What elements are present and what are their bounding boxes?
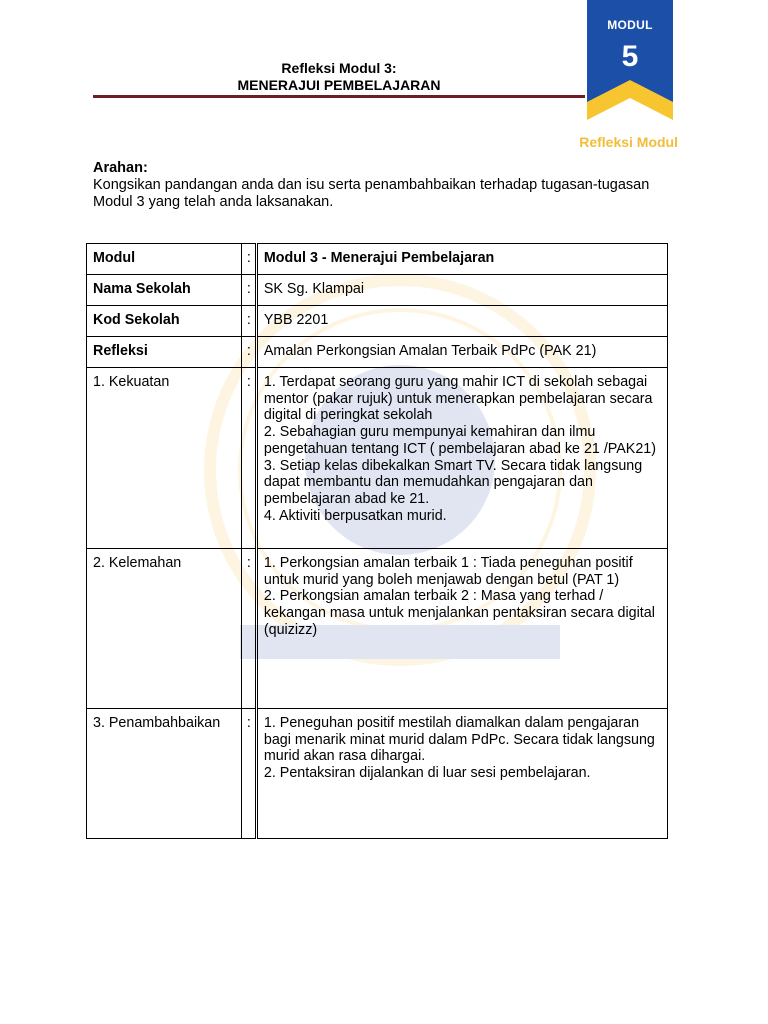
row-separator: : — [241, 368, 256, 549]
instructions — [93, 160, 653, 211]
row-separator: : — [241, 306, 256, 337]
list-item: 1. Terdapat seorang guru yang mahir ICT di sekolah sebagai mentor (pakar rujuk) untuk menerapkan pembelajaran secara digital di peringkat sekolah — [263, 374, 653, 424]
table-row — [87, 244, 668, 275]
row-value: YBB 2201 — [256, 306, 667, 337]
row-value: SK Sg. Klampai — [256, 275, 667, 306]
table-row-penambahbaikan — [87, 709, 668, 839]
list-item: 2. Perkongsian amalan terbaik 2 : Masa yang terhad / kekangan masa untuk menjalankan pentaksiran secara digital (quizizz) — [263, 588, 655, 638]
row-value — [256, 368, 667, 549]
row-separator: : — [241, 709, 256, 839]
row-value: Modul 3 - Menerajui Pembelajaran — [256, 244, 667, 275]
list-item: 1. Peneguhan positif mestilah diamalkan dalam pengajaran bagi menarik minat murid dalam PdPc. Secara tidak langsung murid akan rasa dihargai. — [263, 715, 655, 765]
list-item: 4. Aktiviti berpusatkan murid. — [263, 507, 447, 524]
title-line-1: Refleksi Modul 3: — [281, 60, 397, 76]
badge-number: 5 — [621, 40, 639, 73]
row-separator: : — [241, 244, 256, 275]
table-row — [87, 306, 668, 337]
table-row — [87, 275, 668, 306]
instructions-heading: Arahan: — [93, 160, 148, 176]
row-label: Refleksi — [87, 337, 242, 368]
row-separator: : — [241, 275, 256, 306]
instructions-body: Kongsikan pandangan anda dan isu serta penambahbaikan terhadap tugasan-tugasan Modul 3 yang telah anda laksanakan. — [93, 177, 650, 210]
row-separator: : — [241, 549, 256, 709]
row-label: 2. Kelemahan — [87, 549, 242, 709]
list-item: 2. Sebahagian guru mempunyai kemahiran dan ilmu pengetahuan tentang ICT ( pembelajaran abad ke 21 /PAK21) — [263, 424, 657, 457]
badge-label: MODUL — [607, 18, 653, 32]
row-value — [256, 709, 667, 839]
list-item: 3. Setiap kelas dibekalkan Smart TV. Secara tidak langsung dapat membantu dan memudahkan pengajaran dan pembelajaran abad ke 21. — [263, 457, 643, 507]
row-label: Nama Sekolah — [87, 275, 242, 306]
row-label: 3. Penambahbaikan — [87, 709, 242, 839]
row-value — [256, 549, 667, 709]
table-row — [87, 337, 668, 368]
row-value: Amalan Perkongsian Amalan Terbaik PdPc (PAK 21) — [256, 337, 667, 368]
list-item: 2. Pentaksiran dijalankan di luar sesi pembelajaran. — [263, 765, 591, 782]
table-row-kekuatan — [87, 368, 668, 549]
row-label: Modul — [87, 244, 242, 275]
row-separator: : — [241, 337, 256, 368]
row-label: Kod Sekolah — [87, 306, 242, 337]
list-item: 1. Perkongsian amalan terbaik 1 : Tiada peneguhan positif untuk murid yang boleh menjawab dengan betul (PAT 1) — [263, 555, 633, 588]
header-divider — [93, 95, 585, 98]
title-line-2: MENERAJUI PEMBELAJARAN — [237, 77, 441, 93]
page-title — [93, 60, 585, 94]
row-label: 1. Kekuatan — [87, 368, 242, 549]
side-label: Refleksi Modul — [579, 134, 678, 150]
table-row-kelemahan — [87, 549, 668, 709]
reflection-table — [86, 243, 668, 839]
